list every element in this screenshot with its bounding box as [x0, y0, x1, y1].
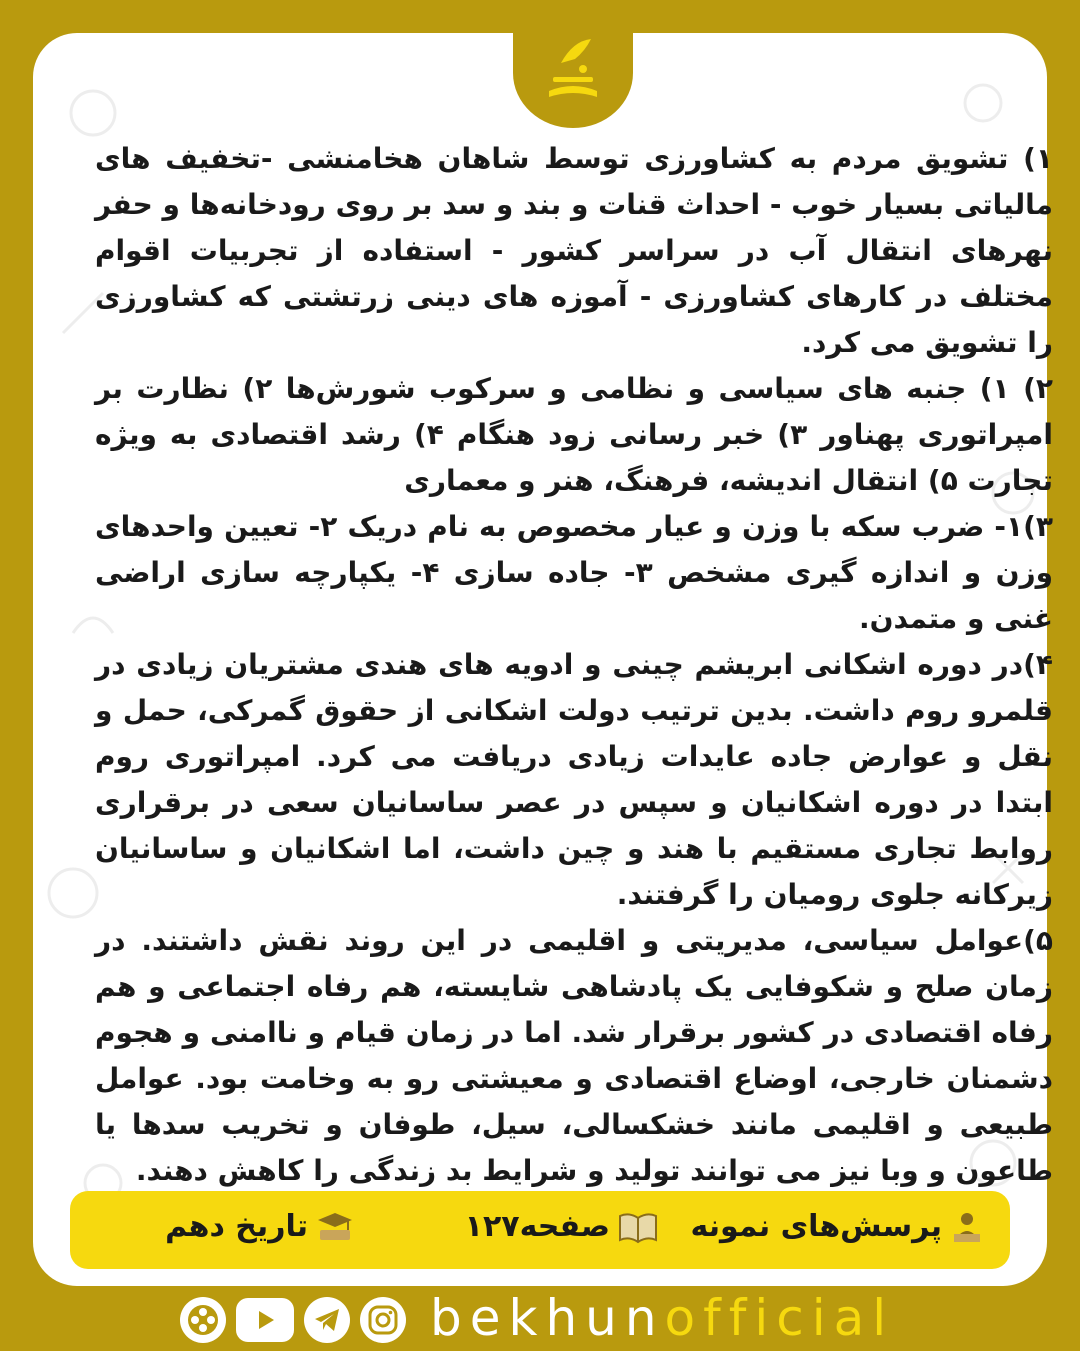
brand-part-1: bekhun [430, 1289, 665, 1347]
answer-5: ۵)عوامل سیاسی، مدیریتی و اقلیمی در این روند نقش داشتند. در زمان صلح و شکوفایی یک پادشاهی شایسته، هم رفاه اجتماعی و هم رفاه اقتصادی در کشور برقرار شد. اما در زمان قیام و ناامنی و هجوم دشمنان خارجی، اوضاع اقتصادی و معیشتی رو به وخامت بود. عوامل طبیعی و اقلیمی مانند خشکسالی، سیل، طوفان و تخریب سدها یا طاعون و وبا نیز می توانند تولید و شرایط بد زندگی را کاهش دهند. [95, 924, 1053, 1187]
answer-2: ۲) ۱) جنبه های سیاسی و نظامی و سرکوب شورش‌ها ۲) نظارت بر امپراتوری پهناور ۳) خبر رسانی زود هنگام ۴) رشد اقتصادی به ویژه تجارت ۵) انتقال اندیشه، فرهنگ، هنر و معماری [95, 372, 1053, 497]
graduation-cap-icon [316, 1210, 354, 1244]
subject-label: تاریخ دهم [165, 1209, 308, 1244]
content-card [33, 33, 1054, 1286]
subject-item [165, 1209, 354, 1244]
open-book-icon [618, 1210, 658, 1244]
sample-questions-item [691, 1209, 984, 1244]
social-links [180, 1290, 406, 1350]
page-number-label: صفحه۱۲۷ [464, 1209, 610, 1244]
sample-questions-label: پرسش‌های نمونه [690, 1209, 942, 1244]
teacher-icon [950, 1210, 984, 1244]
brand-part-2: official [664, 1289, 895, 1347]
brand-handle[interactable] [430, 1285, 894, 1351]
answer-1: ۱) تشویق مردم به کشاورزی توسط شاهان هخامنشی -تخفیف های مالیاتی بسیار خوب - احداث قنات و بند و سد بر روی رودخانه‌ها و حفر نهرهای انتقال آب در سراسر کشور - استفاده از تجربیات اقوام مختلف در کارهای کشاورزی - آموزه های دینی زرتشتی که کشاورزی را تشویق می کرد. [95, 142, 1053, 359]
footer-info-bar [70, 1191, 1010, 1269]
bekhun-logo-icon [513, 33, 633, 128]
answer-4: ۴)در دوره اشکانی ابریشم چینی و ادویه های هندی مشتریان زیادی در قلمرو روم داشت. بدین ترتیب دولت اشکانی از حقوق گمرکی، حمل و نقل و عوارض جاده عایدات زیادی دریافت می کرد. امپراتوری روم ابتدا در دوره اشکانیان و سپس در عصر ساسانیان سعی در برقراری روابط تجاری مستقیم با هند و چین داشت، اما اشکانیان و ساسانیان زیرکانه جلوی رومیان را گرفتند. [95, 648, 1053, 911]
film-reel-icon[interactable] [180, 1297, 226, 1343]
instagram-icon[interactable] [360, 1297, 406, 1343]
page-item [465, 1209, 658, 1244]
telegram-icon[interactable] [304, 1297, 350, 1343]
answer-3: ۳)۱- ضرب سکه با وزن و عیار مخصوص به نام دریک ۲- تعیین واحدهای وزن و اندازه گیری مشخص ۳- جاده سازی ۴- یکپارچه سازی اراضی غنی و متمدن. [95, 510, 1054, 635]
youtube-icon[interactable] [236, 1298, 294, 1342]
answers-text [95, 136, 1053, 1194]
